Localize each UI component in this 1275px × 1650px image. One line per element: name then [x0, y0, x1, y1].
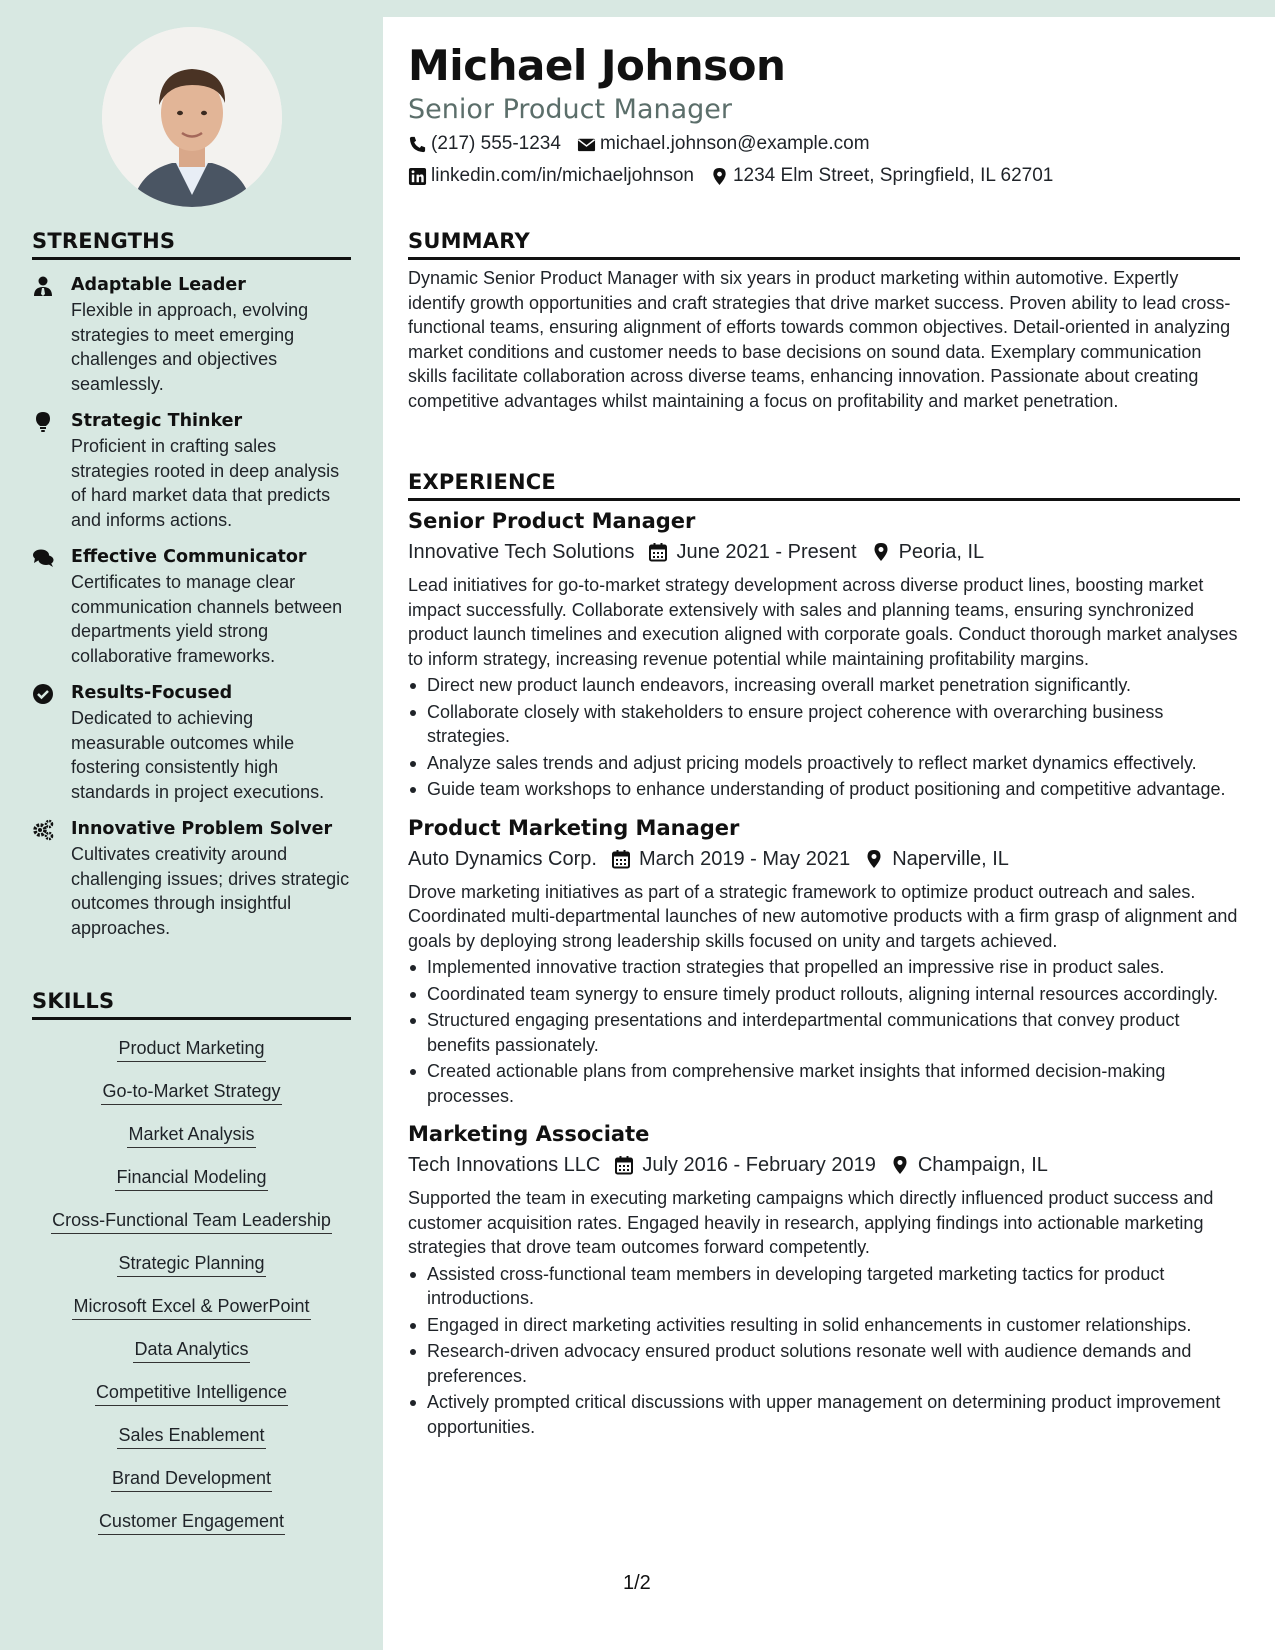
strength-title: Results-Focused — [71, 683, 233, 703]
job-description: Supported the team in executing marketing campaigns which directly influenced product success and customer acquisition rates. Engaged heavily in research, applying findings into actionable marketing strategies that drove team outcomes forward competently. — [408, 1188, 1214, 1257]
job-bullet: Created actionable plans from comprehensive market insights that informed decision-making processes. — [408, 1059, 1240, 1108]
job-company: Auto Dynamics Corp. — [408, 847, 597, 870]
map-pin-icon — [864, 849, 884, 869]
email-item[interactable] — [577, 133, 870, 155]
strength-title: Effective Communicator — [71, 547, 307, 567]
job-bullet: Coordinated team synergy to ensure timely product rollouts, aligning internal resources accordingly. — [408, 982, 1240, 1007]
job-entry — [408, 814, 1240, 1109]
skill-item: Go-to-Market Strategy — [101, 1079, 281, 1105]
strengths-title: STRENGTHS — [32, 229, 351, 260]
lightbulb-icon — [32, 411, 54, 433]
candidate-name: Michael Johnson — [408, 41, 786, 90]
job-description: Lead initiatives for go-to-market strategy development across diverse product lines, boosting market impact successfully. Collaborate extensively with sales and planning teams, ensuring synchronized product launch timelines and execution aligned with corporate goals. Conduct thorough market analyses to inform strategy, increasing revenue potential while maintaining profitability margins. — [408, 575, 1238, 669]
gears-icon — [32, 819, 54, 841]
map-pin-icon — [710, 167, 729, 186]
strength-item — [32, 545, 351, 668]
address-item — [710, 165, 1053, 187]
job-location: Peoria, IL — [898, 541, 985, 563]
top-accent-strip — [383, 0, 1275, 17]
job-dates: March 2019 - May 2021 — [638, 847, 851, 870]
map-pin-icon — [871, 542, 891, 562]
job-description: Drove marketing initiatives as part of a strategic framework to optimize product outreach and sales. Coordinated multi-departmental launches of new automotive products with a firm grasp of alignment and goals by deploying strong leadership skills focused on unity and targets achieved. — [408, 881, 1238, 951]
skills-section — [32, 989, 351, 1552]
job-title: Marketing Associate — [408, 1122, 650, 1146]
user-tie-icon — [32, 275, 54, 297]
job-bullets — [408, 1262, 1240, 1440]
contact-row-1 — [408, 133, 886, 155]
job-meta — [408, 1151, 1240, 1179]
contact-row-2 — [408, 165, 1069, 187]
comments-icon — [32, 547, 54, 569]
job-title: Senior Product Manager — [408, 509, 696, 533]
strength-title: Innovative Problem Solver — [71, 819, 333, 839]
job-bullet: Assisted cross-functional team members in developing targeted marketing tactics for product introductions. — [408, 1262, 1240, 1311]
job-bullet: Research-driven advocacy ensured product solutions resonate well with audience demands and preferences. — [408, 1339, 1240, 1388]
job-location: Champaign, IL — [917, 1154, 1048, 1176]
strength-item — [32, 273, 351, 396]
strength-item — [32, 817, 351, 940]
job-bullets — [408, 955, 1240, 1108]
job-bullet: Implemented innovative traction strategies that propelled an impressive rise in product sales. — [408, 955, 1240, 980]
envelope-icon — [577, 135, 596, 154]
linkedin-item[interactable] — [408, 165, 694, 187]
job-bullet: Direct new product launch endeavors, increasing overall market penetration significantly. — [408, 673, 1240, 698]
job-bullet: Analyze sales trends and adjust pricing models proactively to reflect market dynamics effectively. — [408, 751, 1240, 776]
summary-section — [408, 229, 1240, 413]
job-dates: June 2021 - Present — [676, 541, 857, 563]
job-company: Innovative Tech Solutions — [408, 541, 635, 563]
strength-desc: Flexible in approach, evolving strategies to meet emerging challenges and objectives seamlessly. — [71, 300, 309, 394]
strengths-section — [32, 229, 351, 940]
job-title: Product Marketing Manager — [408, 815, 740, 840]
job-meta — [408, 538, 1240, 566]
job-bullet: Engaged in direct marketing activities resulting in solid enhancements in customer relationships. — [408, 1313, 1240, 1338]
summary-title: SUMMARY — [408, 229, 1240, 260]
calendar-icon — [614, 1155, 634, 1175]
skill-item: Sales Enablement — [117, 1423, 265, 1449]
skill-item: Financial Modeling — [115, 1165, 267, 1191]
skill-item: Customer Engagement — [98, 1509, 285, 1535]
map-pin-icon — [890, 1155, 910, 1175]
job-bullet: Collaborate closely with stakeholders to ensure project coherence with overarching business strategies. — [408, 700, 1240, 749]
linkedin-text: linkedin.com/in/michaeljohnson — [431, 165, 694, 186]
strength-desc: Cultivates creativity around challenging issues; drives strategic outcomes through insightful approaches. — [71, 844, 350, 938]
skill-item: Microsoft Excel & PowerPoint — [72, 1294, 310, 1320]
skill-item: Data Analytics — [133, 1337, 249, 1363]
check-circle-icon — [32, 683, 54, 705]
linkedin-icon — [408, 167, 427, 186]
skill-item: Brand Development — [111, 1466, 272, 1492]
skill-item: Product Marketing — [117, 1036, 265, 1062]
job-location: Naperville, IL — [892, 847, 1009, 870]
candidate-role: Senior Product Manager — [408, 94, 733, 125]
calendar-icon — [611, 849, 631, 869]
job-meta — [408, 845, 1240, 873]
job-bullet: Guide team workshops to enhance understanding of product positioning and competitive advantage. — [408, 777, 1240, 802]
skills-list — [32, 1036, 351, 1535]
address-text: 1234 Elm Street, Springfield, IL 62701 — [732, 165, 1054, 186]
job-bullet: Actively prompted critical discussions with upper management on determining product improvement opportunities. — [408, 1390, 1240, 1439]
strength-desc: Certificates to manage clear communication channels between departments yield strong collaborative frameworks. — [71, 572, 343, 666]
strength-desc: Proficient in crafting sales strategies rooted in deep analysis of hard market data that predicts and informs actions. — [71, 436, 340, 530]
sidebar — [0, 0, 383, 1650]
phone-text: (217) 555-1234 — [431, 133, 561, 154]
experience-title: EXPERIENCE — [408, 470, 1240, 501]
strength-item — [32, 681, 351, 804]
email-text: michael.johnson@example.com — [599, 133, 870, 154]
profile-photo — [102, 27, 282, 207]
job-entry — [408, 507, 1240, 802]
strength-desc: Dedicated to achieving measurable outcomes while fostering consistently high standards in project executions. — [71, 708, 325, 802]
calendar-icon — [648, 542, 668, 562]
phone-icon — [408, 135, 427, 154]
job-bullets — [408, 673, 1240, 802]
skill-item: Cross-Functional Team Leadership — [51, 1208, 332, 1234]
skills-title: SKILLS — [32, 989, 351, 1020]
job-bullet: Structured engaging presentations and interdepartmental communications that convey product benefits passionately. — [408, 1008, 1240, 1057]
skill-item: Competitive Intelligence — [95, 1380, 288, 1406]
strength-item — [32, 409, 351, 532]
phone-item[interactable] — [408, 133, 561, 155]
job-dates: July 2016 - February 2019 — [642, 1154, 876, 1176]
summary-text: Dynamic Senior Product Manager with six years in product marketing within automotive. Expertly identify growth opportunities and craft strategies that drive market success. Proven ability to lead cross-functional teams, ensuring alignment of efforts towards common objectives. Detail-oriented in analyzing market conditions and customer needs to base decisions on sound data. Exemplary communication skills facilitate collaboration across diverse teams, enhancing innovation. Passionate about creating competitive advantages whilst maintaining a focus on profitability and market penetration. — [408, 268, 1231, 411]
skill-item: Market Analysis — [127, 1122, 255, 1148]
strength-title: Adaptable Leader — [71, 275, 246, 295]
job-company: Tech Innovations LLC — [408, 1154, 601, 1176]
strength-title: Strategic Thinker — [71, 411, 243, 431]
page-number: 1/2 — [623, 1572, 651, 1594]
skill-item: Strategic Planning — [117, 1251, 265, 1277]
job-entry — [408, 1120, 1240, 1439]
experience-section — [408, 470, 1240, 1439]
